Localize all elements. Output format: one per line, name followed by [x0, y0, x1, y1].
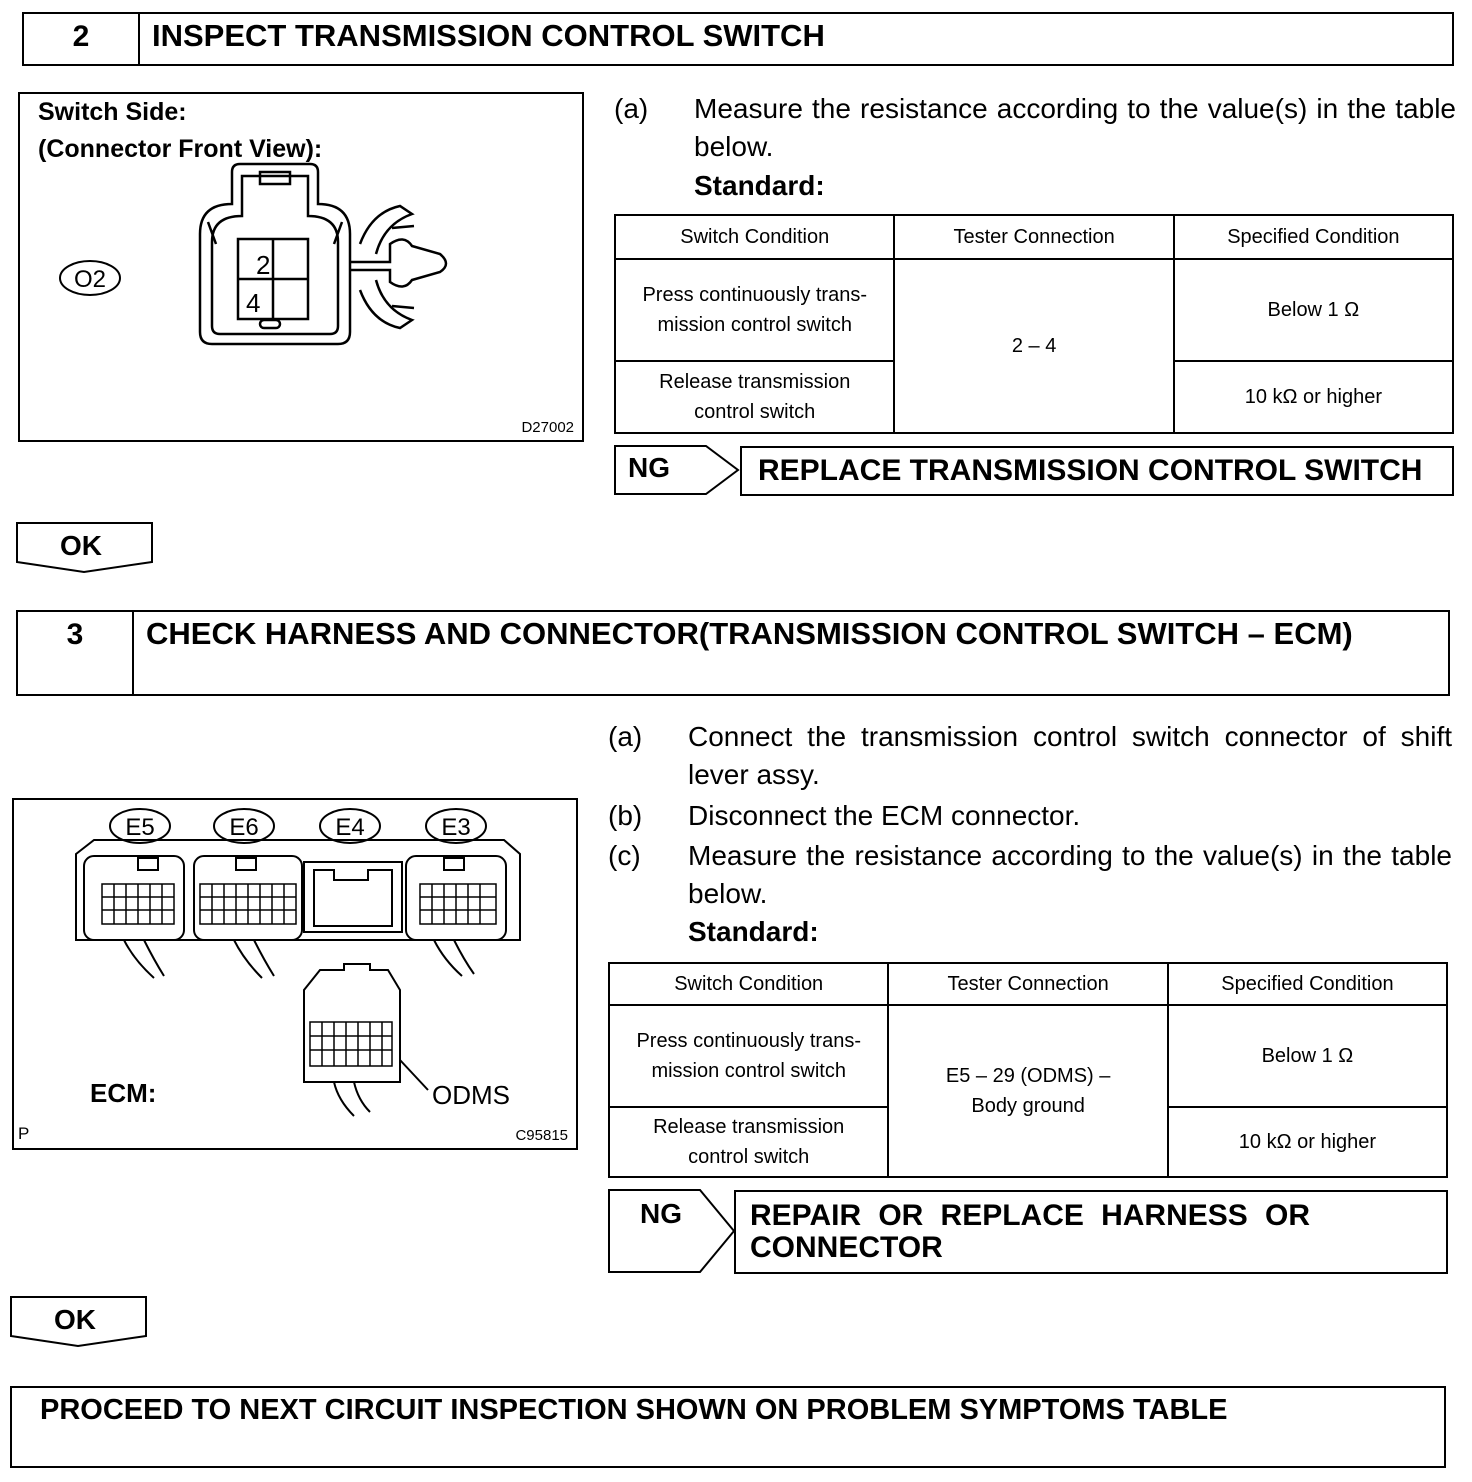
header-switch-condition: Switch Condition [615, 215, 894, 259]
step-2-number: 2 [24, 14, 140, 64]
figure-code: D27002 [521, 419, 574, 436]
header-specified-condition: Specified Condition [1168, 963, 1447, 1005]
table-row [615, 259, 1453, 361]
odms-connector [304, 964, 400, 1082]
row1-condition: Press continuously trans- mission control switch [615, 259, 894, 361]
step-3-header [16, 610, 1450, 696]
connector-id-text: O2 [73, 266, 107, 293]
switch-connector-drawing [20, 94, 582, 440]
table-row [609, 1005, 1447, 1107]
switch-side-label: Switch Side: [38, 98, 187, 126]
ok-label-3: OK [54, 1304, 96, 1335]
row1-spec: Below 1 Ω [1168, 1005, 1447, 1107]
connector-front-view-label: (Connector Front View): [38, 135, 323, 163]
pin-4-label: 4 [246, 288, 261, 318]
switch-connector-figure [18, 92, 584, 442]
row1-spec: Below 1 Ω [1174, 259, 1453, 361]
odms-label: ODMS [432, 1080, 510, 1110]
pin-grids [102, 884, 496, 1066]
tester-connection-value: E5 – 29 (ODMS) – Body ground [888, 1005, 1167, 1177]
step-2-header [22, 12, 1454, 66]
spec-table-3 [608, 962, 1448, 1178]
step-3a [608, 718, 1452, 798]
row2-condition: Release transmission control switch [615, 361, 894, 433]
connector-e6-label: E6 [229, 814, 259, 841]
row2-spec: 10 kΩ or higher [1174, 361, 1453, 433]
tester-connection-value: 2 – 4 [894, 259, 1173, 433]
row2-spec: 10 kΩ or higher [1168, 1107, 1447, 1177]
step-2a-text: Measure the resistance according to the value(s) in the table below. [694, 93, 1456, 162]
step-2a-label: (a) [614, 93, 649, 124]
ng-action-3-text: REPAIR OR REPLACE HARNESS OR CONNECTOR [750, 1199, 1310, 1264]
header-tester-connection: Tester Connection [894, 215, 1173, 259]
step-3c-text: Measure the resistance according to the value(s) in the table below. [688, 840, 1452, 909]
table-header-row [609, 963, 1447, 1005]
ng-label-2: NG [628, 452, 670, 483]
step-3b [608, 797, 1452, 837]
step-3c [608, 837, 1452, 917]
corner-mark: P [18, 1124, 30, 1143]
ng-action-2 [740, 446, 1454, 496]
pin-2-label: 2 [256, 250, 271, 280]
ng-action-3 [734, 1190, 1448, 1274]
figure-code-2: C95815 [515, 1127, 568, 1144]
ng-label-3: NG [640, 1198, 682, 1229]
step-2-title: INSPECT TRANSMISSION CONTROL SWITCH [152, 18, 825, 53]
row1-condition: Press continuously trans- mission control switch [609, 1005, 888, 1107]
step-2a [614, 90, 1456, 170]
step-3c-label: (c) [608, 840, 641, 871]
table-header-row [615, 215, 1453, 259]
ng-action-2-text: REPLACE TRANSMISSION CONTROL SWITCH [758, 454, 1423, 487]
spec-table-2 [614, 214, 1454, 434]
connector-e5-label: E5 [125, 814, 155, 841]
step-3a-label: (a) [608, 721, 643, 752]
connector-e3-label: E3 [441, 814, 471, 841]
row2-condition: Release transmission control switch [609, 1107, 888, 1177]
step-3b-text: Disconnect the ECM connector. [688, 800, 1081, 831]
step-3b-label: (b) [608, 800, 643, 831]
header-specified-condition: Specified Condition [1174, 215, 1453, 259]
final-instruction-text: PROCEED TO NEXT CIRCUIT INSPECTION SHOWN ON PROBLEM SYMPTOMS TABLE [40, 1394, 1228, 1426]
ecm-connector-figure [12, 798, 578, 1150]
ok-label-2: OK [60, 530, 102, 561]
step-3-number: 3 [18, 612, 134, 694]
step-3a-text: Connect the transmission control switch connector of shift lever assy. [688, 721, 1452, 790]
standard-label-2: Standard: [694, 170, 825, 201]
header-tester-connection: Tester Connection [888, 963, 1167, 1005]
header-switch-condition: Switch Condition [609, 963, 888, 1005]
ecm-label: ECM: [90, 1078, 157, 1108]
ecm-body [76, 840, 520, 1116]
standard-label-3: Standard: [688, 916, 819, 947]
connector-e4-label: E4 [335, 814, 365, 841]
step-3-title: CHECK HARNESS AND CONNECTOR(TRANSMISSION CONTROL SWITCH – ECM) [146, 616, 1353, 651]
final-instruction-box [10, 1386, 1446, 1468]
connector-housing [200, 164, 446, 344]
